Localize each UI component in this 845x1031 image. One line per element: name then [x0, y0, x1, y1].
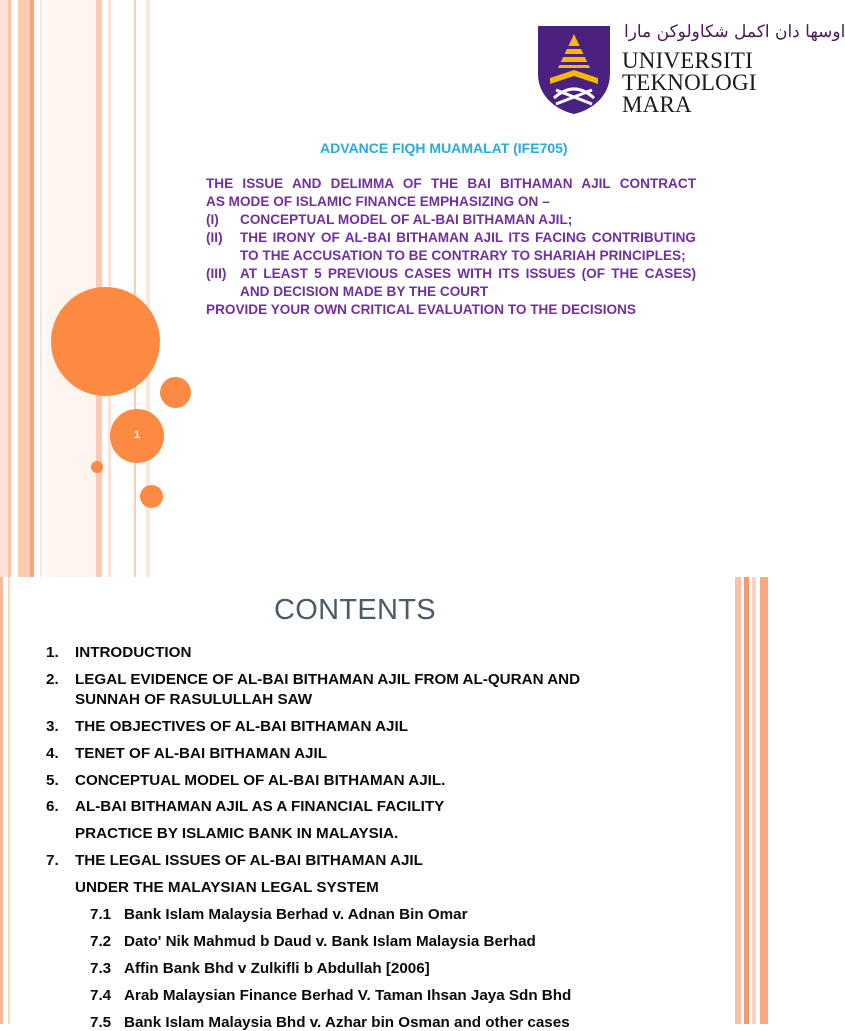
uitm-shield-icon	[536, 24, 612, 116]
right-border-stripe-4	[760, 577, 768, 1024]
decor-circle-large	[51, 287, 160, 396]
sub-item-text: Bank Islam Malaysia Bhd v. Azhar bin Osman and other cases	[124, 1014, 570, 1031]
item-text: THE LEGAL ISSUES OF AL-BAI BITHAMAN AJIL	[75, 852, 423, 869]
item-text: LEGAL EVIDENCE OF AL-BAI BITHAMAN AJIL FROM AL-QURAN AND	[75, 671, 581, 688]
sub-item-number: 7.5	[90, 1014, 112, 1031]
list-item	[206, 229, 696, 265]
list-item	[46, 772, 445, 789]
sub-item-number: 7.3	[90, 960, 112, 977]
item-text: CONCEPTUAL MODEL OF AL-BAI BITHAMAN AJIL.	[75, 772, 446, 789]
item-text: THE OBJECTIVES OF AL-BAI BITHAMAN AJIL	[75, 718, 409, 735]
course-title: ADVANCE FIQH MUAMALAT (IFE705)	[320, 140, 568, 156]
sub-list-item	[90, 906, 468, 923]
item-number: (I)	[206, 212, 219, 227]
left-stripe-decoration	[0, 0, 160, 577]
decor-circle-small	[160, 377, 191, 408]
list-item	[206, 211, 696, 229]
logo-line-1: UNIVERSITI	[622, 48, 754, 73]
list-item	[206, 265, 696, 301]
left-border-stripe-2	[8, 577, 10, 1024]
intro-line-2: AS MODE OF ISLAMIC FINANCE EMPHASIZING ON –	[206, 194, 550, 209]
sub-item-text: Bank Islam Malaysia Berhad v. Adnan Bin Omar	[124, 906, 468, 923]
closing-line: PROVIDE YOUR OWN CRITICAL EVALUATION TO THE DECISIONS	[206, 302, 636, 317]
logo-line-2: TEKNOLOGI	[622, 70, 757, 95]
item-text: INTRODUCTION	[75, 644, 192, 661]
list-item	[46, 745, 327, 762]
item-number: (II)	[206, 230, 223, 245]
list-item	[46, 798, 444, 815]
sub-list-item	[90, 987, 571, 1004]
right-border-stripe-2	[744, 577, 749, 1024]
sub-list-item	[90, 1014, 570, 1031]
item-text: THE IRONY OF AL-BAI BITHAMAN AJIL ITS FACING CONTRIBUTING TO THE ACCUSATION TO BE CONTRARY TO SHARIAH PRINCIPLES;	[240, 230, 696, 263]
list-item-continuation: SUNNAH OF RASULULLAH SAW	[75, 691, 313, 708]
contents-title: CONTENTS	[274, 594, 436, 626]
sub-item-text: Affin Bank Bhd v Zulkifli b Abdullah [2006]	[124, 960, 430, 977]
logo-arabic-text: اوسها دان اكمل شكاولوكن مارا	[624, 22, 845, 42]
list-item	[46, 671, 580, 688]
item-text: AT LEAST 5 PREVIOUS CASES WITH ITS ISSUES (OF THE CASES) AND DECISION MADE BY THE COURT	[240, 266, 696, 299]
sub-item-number: 7.1	[90, 906, 112, 923]
item-number: 7.	[46, 852, 59, 869]
item-text: AL-BAI BITHAMAN AJIL AS A FINANCIAL FACILITY	[75, 798, 445, 815]
sub-item-text: Dato' Nik Mahmud b Daud v. Bank Islam Malaysia Berhad	[124, 933, 536, 950]
list-item	[46, 718, 408, 735]
list-item	[46, 852, 423, 869]
sub-item-text: Arab Malaysian Finance Berhad V. Taman Ihsan Jaya Sdn Bhd	[124, 987, 572, 1004]
sub-item-number: 7.4	[90, 987, 112, 1004]
logo-line-3: MARA	[622, 92, 692, 117]
list-item	[46, 644, 191, 661]
decor-circle-tiny	[91, 461, 103, 473]
page-number: 1	[133, 429, 141, 441]
right-border-stripe	[735, 577, 741, 1024]
item-number: (III)	[206, 266, 227, 281]
intro-line-1: THE ISSUE AND DELIMMA OF THE BAI BITHAMAN AJIL CONTRACT	[206, 176, 696, 191]
sub-item-number: 7.2	[90, 933, 112, 950]
item-number: 5.	[46, 772, 59, 789]
item-text: TENET OF AL-BAI BITHAMAN AJIL	[75, 745, 327, 762]
item-number: 2.	[46, 671, 59, 688]
item-number: 4.	[46, 745, 59, 762]
list-item-continuation: PRACTICE BY ISLAMIC BANK IN MALAYSIA.	[75, 825, 399, 842]
item-number: 1.	[46, 644, 59, 661]
item-number: 6.	[46, 798, 59, 815]
item-number: 3.	[46, 718, 59, 735]
university-logo	[536, 22, 845, 120]
decor-circle-small-2	[140, 485, 163, 508]
list-item-continuation: UNDER THE MALAYSIAN LEGAL SYSTEM	[75, 879, 379, 896]
slide-2	[0, 577, 768, 1031]
sub-list-item	[90, 960, 430, 977]
assignment-description	[206, 175, 696, 319]
sub-list-item	[90, 933, 536, 950]
item-text: CONCEPTUAL MODEL OF AL-BAI BITHAMAN AJIL;	[240, 212, 573, 227]
right-border-stripe-3	[752, 577, 756, 1024]
left-border-stripe	[0, 577, 3, 1024]
